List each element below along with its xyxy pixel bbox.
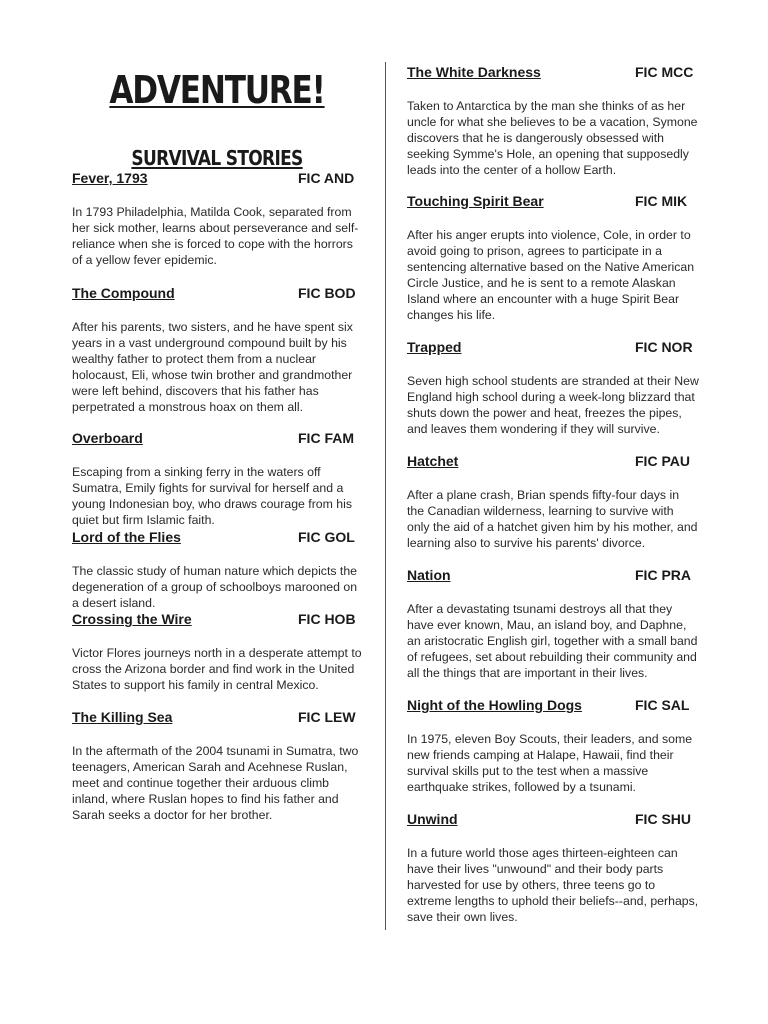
call-number: FIC PRA xyxy=(635,567,691,583)
book-title: Crossing the Wire xyxy=(72,611,192,627)
book-entry-header xyxy=(407,453,699,469)
book-entry-header xyxy=(72,170,362,186)
book-title: Trapped xyxy=(407,339,462,355)
book-entry-header xyxy=(72,430,362,446)
call-number: FIC NOR xyxy=(635,339,693,355)
book-description: After a devastating tsunami destroys all that they have ever known, Mau, an island boy, and Daphne, an aristocratic English girl, together with a small band of refugees, set about rebuilding their community and all the things that are important in their lives. xyxy=(407,602,698,680)
page-title: ADVENTURE! xyxy=(109,68,325,112)
book-entry-header xyxy=(407,811,699,827)
section-title: SURVIVAL STORIES xyxy=(131,146,303,170)
book-entry-header xyxy=(72,709,362,725)
book-description: In 1975, eleven Boy Scouts, their leaders, and some new friends camping at Halape, Hawaii, find their survival skills put to the test when a massive earthquake strikes, followed by a tsunami. xyxy=(407,732,693,794)
book-title: Hatchet xyxy=(407,453,459,469)
book-title: The Killing Sea xyxy=(72,709,173,725)
book-entry xyxy=(407,697,699,795)
book-description: Escaping from a sinking ferry in the waters off Sumatra, Emily fights for survival for herself and a young Indonesian boy, who draws courage from his quiet but firm Islamic faith. xyxy=(72,465,353,527)
book-entry-header xyxy=(72,285,362,301)
book-entry-header xyxy=(407,193,699,209)
book-description: In 1793 Philadelphia, Matilda Cook, separated from her sick mother, learns about perseverance and self-reliance when she is forced to cope with the horrors of a yellow fever epidemic. xyxy=(72,205,359,267)
book-title: Unwind xyxy=(407,811,458,827)
book-title: Overboard xyxy=(72,430,143,446)
book-title: Touching Spirit Bear xyxy=(407,193,544,209)
call-number: FIC HOB xyxy=(298,611,356,627)
book-title: Fever, 1793 xyxy=(72,170,148,186)
book-description: Taken to Antarctica by the man she thinks of as her uncle for what she believes to be a vacation, Symone discovers that he is dangerously obsessed with seeking Symme's Hole, an opening that supposedly leads into the center of a hollow Earth. xyxy=(407,99,698,177)
call-number: FIC BOD xyxy=(298,285,356,301)
book-entry-header xyxy=(407,339,699,355)
call-number: FIC SHU xyxy=(635,811,691,827)
book-description: In a future world those ages thirteen-eighteen can have their lives "unwound" and their body parts harvested for use by others, three teens go to extreme lengths to uphold their beliefs--and, perhaps, save their own lives. xyxy=(407,846,699,924)
book-description: The classic study of human nature which depicts the degeneration of a group of schoolboys marooned on a desert island. xyxy=(72,564,358,610)
book-description: After his parents, two sisters, and he have spent six years in a vast underground compound built by his wealthy father to protect them from a nuclear holocaust, Eli, whose twin brother and grandmother were left behind, discovers that his father has perpetrated a monstrous hoax on them all. xyxy=(72,320,353,414)
book-entry-header xyxy=(407,567,699,583)
call-number: FIC FAM xyxy=(298,430,354,446)
book-description: Seven high school students are stranded at their New England high school during a week-long blizzard that shuts down the power and heat, freezes the pipes, and leaves them wondering if they will survive. xyxy=(407,374,699,436)
book-entry xyxy=(72,430,362,528)
column-divider xyxy=(385,62,386,930)
book-title: Lord of the Flies xyxy=(72,529,181,545)
call-number: FIC MIK xyxy=(635,193,688,209)
book-title: The Compound xyxy=(72,285,175,301)
book-entry xyxy=(407,567,699,681)
book-entry-header xyxy=(407,64,699,80)
book-entry xyxy=(407,811,699,925)
book-entry xyxy=(407,453,699,551)
book-title: Nation xyxy=(407,567,451,583)
book-description: In the aftermath of the 2004 tsunami in Sumatra, two teenagers, American Sarah and Acehnese Ruslan, meet and continue together their arduous climb inland, where Ruslan hopes to find his father and Sarah seeks a doctor for her brother. xyxy=(72,744,359,822)
call-number: FIC SAL xyxy=(635,697,690,713)
book-entry xyxy=(72,709,362,823)
book-entry xyxy=(407,64,699,178)
book-entry xyxy=(72,611,362,693)
book-entry xyxy=(72,170,362,268)
book-entry-header xyxy=(72,529,362,545)
book-description: Victor Flores journeys north in a desperate attempt to cross the Arizona border and find work in the United States to support his family in central Mexico. xyxy=(72,646,362,692)
book-entry-header xyxy=(407,697,699,713)
call-number: FIC LEW xyxy=(298,709,356,725)
book-entry-header xyxy=(72,611,362,627)
book-description: After a plane crash, Brian spends fifty-four days in the Canadian wilderness, learning to survive with only the aid of a hatchet given him by his mother, and learning also to survive his parents' divorce. xyxy=(407,488,698,550)
book-entry xyxy=(407,339,699,437)
book-title: Night of the Howling Dogs xyxy=(407,697,582,713)
book-entry xyxy=(407,193,699,323)
book-entry xyxy=(72,285,362,415)
call-number: FIC PAU xyxy=(635,453,690,469)
book-entry xyxy=(72,529,362,611)
book-title: The White Darkness xyxy=(407,64,541,80)
call-number: FIC GOL xyxy=(298,529,355,545)
call-number: FIC AND xyxy=(298,170,355,186)
call-number: FIC MCC xyxy=(635,64,694,80)
book-description: After his anger erupts into violence, Cole, in order to avoid going to prison, agrees to participate in a sentencing alternative based on the Native American Circle Justice, and he is sent to a remote Alaskan Island where an encounter with a huge Spirit Bear changes his life. xyxy=(407,228,695,322)
